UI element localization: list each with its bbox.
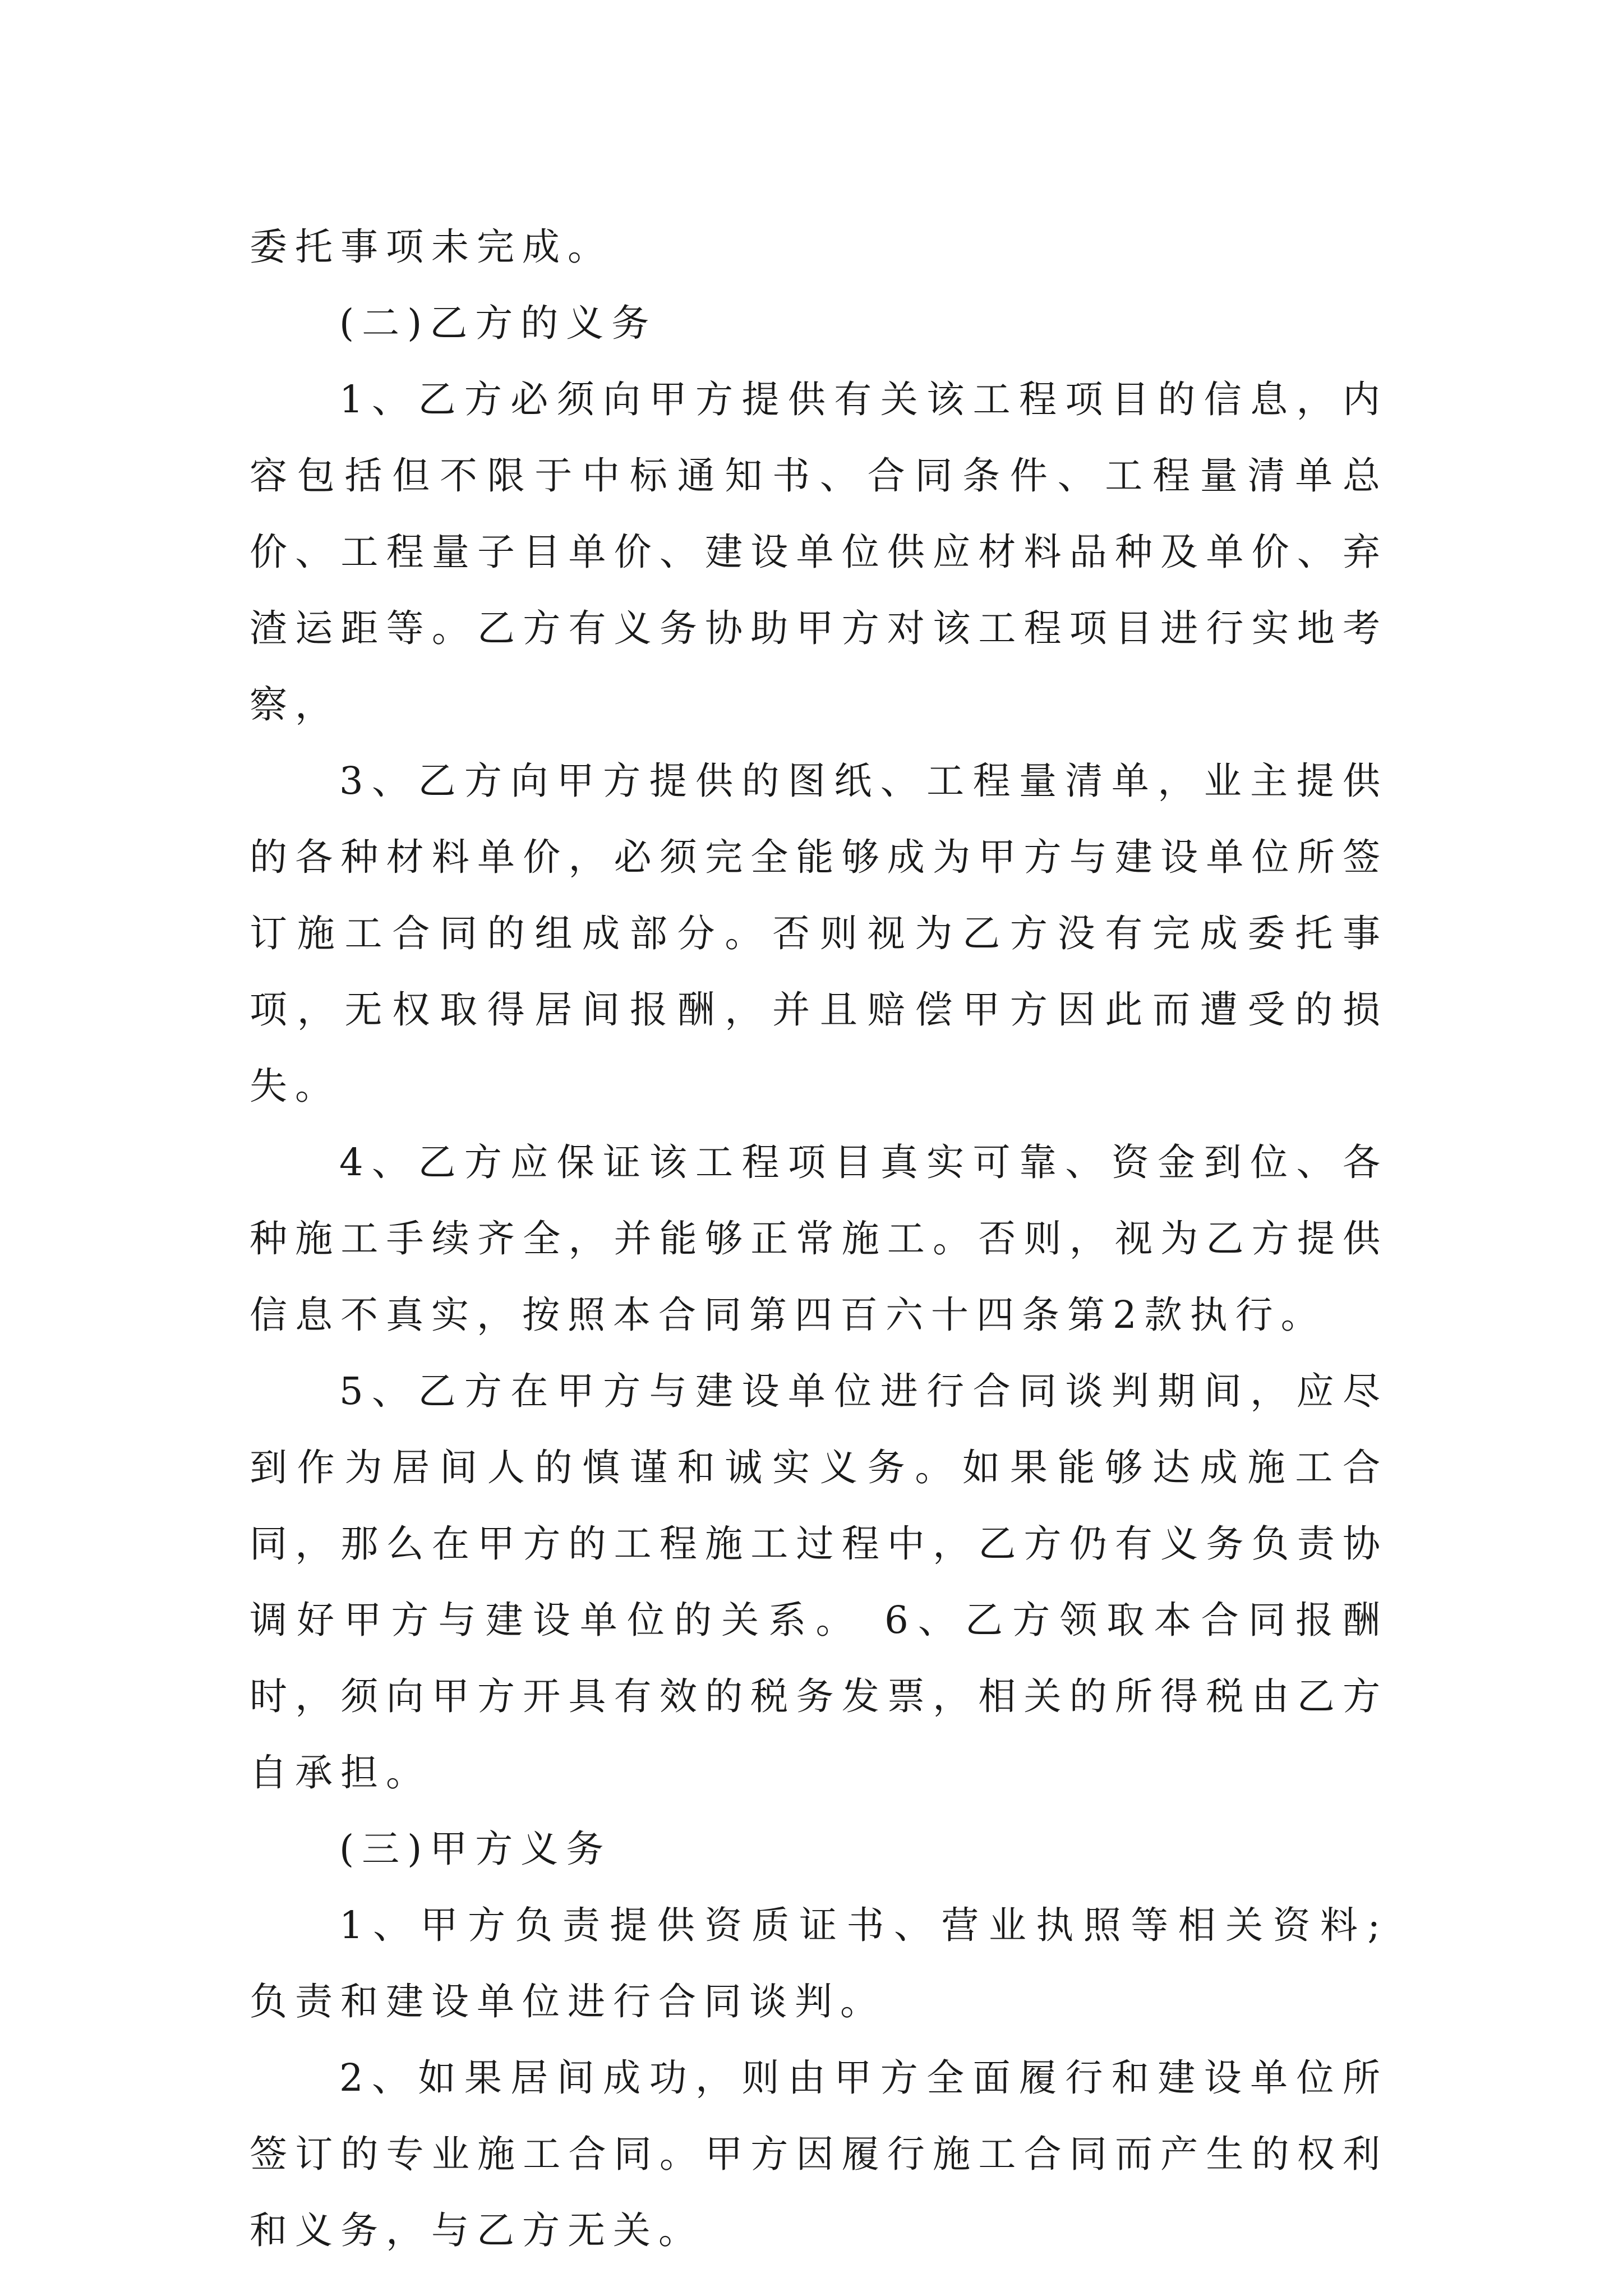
document-body [250, 209, 1388, 2269]
paragraph-continuation: 委托事项未完成。 [250, 225, 613, 269]
section-heading-party-a-obligations: (三)甲方义务 [339, 1827, 612, 1871]
paragraph-clause-4: 4、乙方应保证该工程项目真实可靠、资金到位、各种施工手续齐全，并能够正常施工。否则，视为乙方提供信息不真实，按照本合同第四百六十四条第2款执行。 [250, 1140, 1388, 1337]
section-heading-party-b-obligations: (二)乙方的义务 [339, 301, 657, 345]
paragraph-clause-5-6: 5、乙方在甲方与建设单位进行合同谈判期间，应尽到作为居间人的慎谨和诚实义务。如果能够达成施工合同，那么在甲方的工程施工过程中，乙方仍有义务负责协调好甲方与建设单位的关系。 6、乙方领取本合同报酬时，须向甲方开具有效的税务发票，相关的所得税由乙方自承担。 [250, 1369, 1388, 1795]
paragraph-party-a-clause-2: 2、如果居间成功，则由甲方全面履行和建设单位所签订的专业施工合同。甲方因履行施工合同而产生的权利和义务，与乙方无关。 [250, 2056, 1388, 2252]
paragraph-clause-1: 1、乙方必须向甲方提供有关该工程项目的信息，内容包括但不限于中标通知书、合同条件、工程量清单总价、工程量子目单价、建设单位供应材料品种及单价、弃渣运距等。乙方有义务协助甲方对该工程项目进行实地考察， [250, 378, 1388, 726]
paragraph-clause-3: 3、乙方向甲方提供的图纸、工程量清单，业主提供的各种材料单价，必须完全能够成为甲方与建设单位所签订施工合同的组成部分。否则视为乙方没有完成委托事项，无权取得居间报酬，并且赔偿甲方因此而遭受的损失。 [250, 759, 1388, 1108]
paragraph-party-a-clause-1: 1、甲方负责提供资质证书、营业执照等相关资料;负责和建设单位进行合同谈判。 [250, 1903, 1388, 2023]
